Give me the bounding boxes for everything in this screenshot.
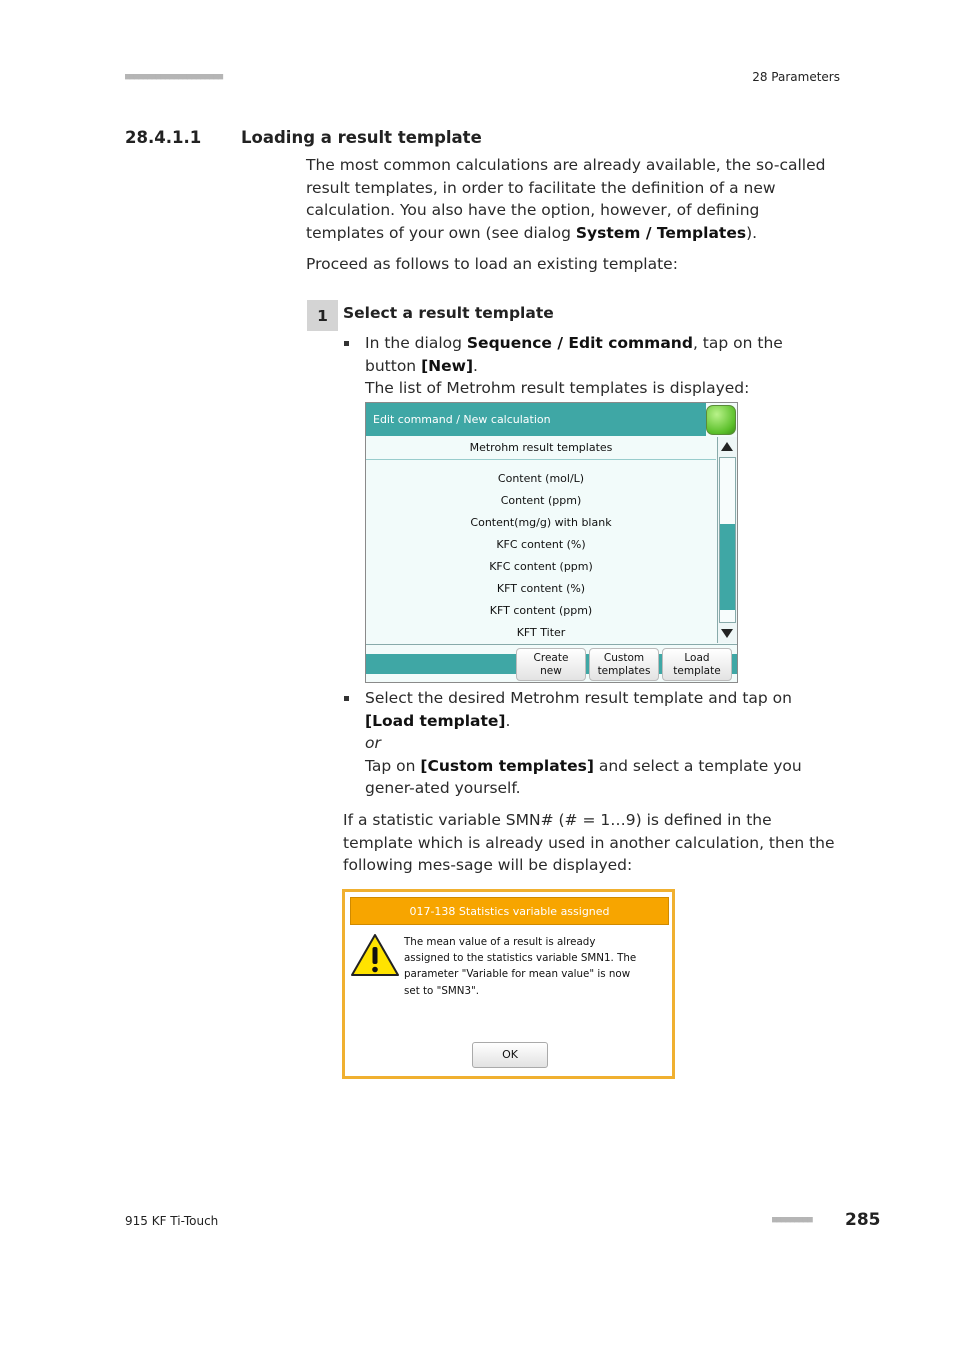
- bullet: [344, 341, 349, 346]
- scroll-down-icon[interactable]: [721, 629, 733, 638]
- list-item[interactable]: Content (mol/L): [497, 472, 585, 485]
- custom-templates-button[interactable]: [589, 648, 659, 681]
- bullet-text: .: [505, 711, 511, 730]
- intro-text-end: ).: [746, 223, 758, 242]
- bullet-text: Tap on: [365, 756, 421, 775]
- page-number: 285: [845, 1210, 881, 1230]
- button-name: [Load template]: [365, 711, 506, 730]
- step-number: 1: [307, 300, 338, 331]
- divider: [366, 644, 737, 645]
- message-line: parameter "Variable for mean value" is now: [404, 968, 631, 981]
- bullet-text: and select a template you gener-ated yourself.: [365, 756, 802, 797]
- screen-title: Edit command / New calculation: [366, 403, 706, 436]
- statistics-variable-message: [342, 889, 675, 1079]
- create-new-button[interactable]: [516, 648, 586, 681]
- bullet-text: In the dialog: [365, 334, 467, 352]
- step-bullet-2: [365, 687, 835, 800]
- chapter-title: 28 Parameters: [752, 70, 840, 84]
- scrollbar[interactable]: [717, 437, 737, 643]
- list-item[interactable]: Content (ppm): [500, 494, 582, 507]
- intro-paragraph: [306, 154, 836, 244]
- list-item[interactable]: KFT content (%): [496, 582, 586, 595]
- button-label: Create: [533, 652, 569, 664]
- warning-icon: [350, 932, 400, 978]
- statistic-variable-paragraph: If a statistic variable SMN# (# = 1…9) is defined in the template which is already used in another calculation, then the following mes-sage will be displayed:: [343, 811, 835, 874]
- button-label: template: [673, 665, 721, 677]
- step-title: Select a result template: [343, 304, 554, 322]
- or-text: or: [365, 734, 381, 752]
- bullet-text: .: [473, 356, 478, 375]
- button-name: [Custom templates]: [420, 756, 594, 775]
- button-name: [New]: [421, 356, 474, 375]
- scroll-thumb[interactable]: [720, 524, 735, 610]
- list-header: Metrohm result templates: [366, 437, 716, 460]
- message-text: [404, 934, 654, 999]
- message-line: assigned to the statistics variable SMN1. The: [404, 952, 637, 965]
- product-name: 915 KF Ti-Touch: [125, 1214, 219, 1228]
- button-label: Custom: [603, 652, 645, 664]
- proceed-paragraph: Proceed as follows to load an existing template:: [306, 255, 678, 273]
- message-title: 017-138 Statistics variable assigned: [350, 897, 669, 925]
- list-item[interactable]: KFT content (ppm): [489, 604, 593, 617]
- bullet-text: , tap on the button: [365, 334, 783, 375]
- new-calculation-screen: [365, 402, 738, 683]
- scroll-up-icon[interactable]: [721, 442, 733, 451]
- list-item[interactable]: Content(mg/g) with blank: [470, 516, 612, 529]
- button-label: new: [540, 665, 562, 677]
- ok-button[interactable]: OK: [472, 1042, 548, 1068]
- intro-text: The most common calculations are already available, the so-called result templates, in order to facilitate the definition of a new calculation. You also have the option, however, of defining templates of your own (see dialog: [306, 156, 826, 242]
- step-bullet-1: [365, 332, 835, 400]
- list-item[interactable]: KFC content (%): [496, 538, 586, 551]
- dialog-name: Sequence / Edit command: [466, 334, 693, 352]
- footer-decoration: ■■■■■■■■■: [772, 1215, 812, 1225]
- ok-status-button[interactable]: [706, 405, 736, 435]
- list-item[interactable]: KFT Titer: [516, 626, 566, 639]
- list-item[interactable]: KFC content (ppm): [489, 560, 593, 573]
- scroll-track[interactable]: [719, 457, 736, 623]
- message-line: set to "SMN3".: [404, 984, 480, 997]
- bullet-text: Select the desired Metrohm result template and tap on: [365, 689, 792, 707]
- section-title: Loading a result template: [241, 128, 482, 147]
- bullet: [344, 696, 349, 701]
- button-label: Load: [684, 652, 710, 664]
- bullet-text: The list of Metrohm result templates is displayed:: [365, 379, 750, 397]
- load-template-button[interactable]: [662, 648, 732, 681]
- button-label: templates: [597, 665, 651, 677]
- message-line: The mean value of a result is already: [404, 936, 596, 948]
- section-number: 28.4.1.1: [125, 128, 202, 147]
- dialog-name: System / Templates: [575, 223, 747, 242]
- header-decoration: ■■■■■■■■■■■■■■■■■■■■■■: [125, 72, 223, 82]
